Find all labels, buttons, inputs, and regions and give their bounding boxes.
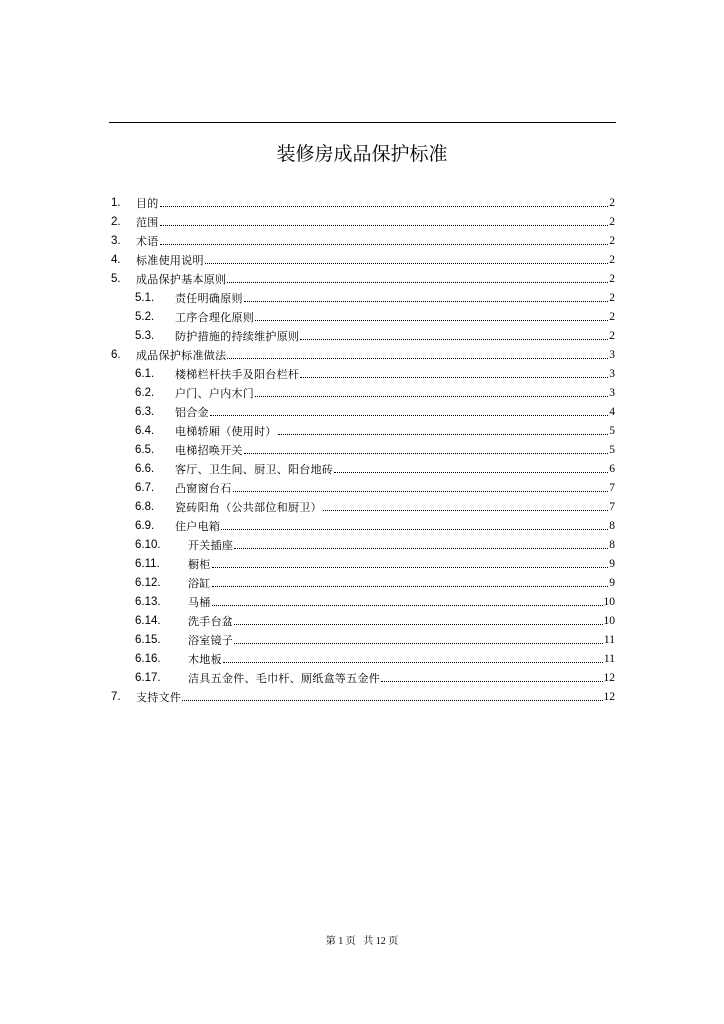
toc-entry-number: 6.5. (135, 444, 155, 456)
toc-dot-leader (223, 661, 603, 663)
toc-dot-leader (212, 585, 609, 587)
toc-entry-number: 2. (111, 216, 121, 228)
toc-entry-page: 3 (609, 387, 615, 399)
toc-dot-leader (227, 357, 608, 359)
toc-entry[interactable] (111, 666, 615, 685)
toc-entry-label[interactable]: 目的 (136, 197, 159, 210)
toc-entry-label[interactable]: 楼梯栏杆扶手及阳台栏杆 (175, 368, 300, 381)
toc-dot-leader (323, 509, 608, 511)
toc-entry-page: 9 (609, 577, 615, 589)
toc-entry-number: 6. (111, 349, 121, 361)
toc-dot-leader (234, 547, 608, 549)
toc-entry-number: 6.16. (135, 653, 161, 665)
toc-entry-label[interactable]: 木地板 (188, 653, 222, 666)
toc-entry[interactable] (111, 381, 615, 400)
toc-entry[interactable] (111, 248, 615, 267)
toc-entry[interactable] (111, 685, 615, 704)
toc-entry-page: 2 (609, 273, 615, 285)
toc-entry[interactable] (111, 267, 615, 286)
toc-entry-page: 9 (609, 558, 615, 570)
toc-entry[interactable] (111, 191, 615, 210)
toc-dot-leader (212, 604, 603, 606)
toc-entry-page: 7 (609, 501, 615, 513)
toc-entry-page: 5 (609, 444, 615, 456)
toc-dot-leader (234, 642, 603, 644)
toc-entry-number: 5. (111, 273, 121, 285)
toc-dot-leader (160, 205, 609, 207)
toc-entry-page: 2 (609, 216, 615, 228)
toc-entry-page: 7 (609, 482, 615, 494)
toc-dot-leader (160, 243, 609, 245)
toc-entry-label[interactable]: 浴室镜子 (188, 634, 234, 647)
header-rule (109, 122, 616, 123)
toc-entry-number: 6.8. (135, 501, 155, 513)
toc-entry-page: 12 (603, 672, 615, 684)
toc-entry-number: 6.14. (135, 615, 161, 627)
toc-entry-label[interactable]: 成品保护基本原则 (136, 273, 227, 286)
toc-entry[interactable] (111, 305, 615, 324)
toc-dot-leader (205, 262, 608, 264)
toc-entry-number: 1. (111, 197, 121, 209)
document-title: 装修房成品保护标准 (276, 143, 448, 165)
table-of-contents (111, 191, 615, 704)
toc-entry-number: 7. (111, 691, 121, 703)
toc-entry[interactable] (111, 571, 615, 590)
toc-entry-page: 5 (609, 425, 615, 437)
toc-entry[interactable] (111, 476, 615, 495)
toc-entry[interactable] (111, 533, 615, 552)
toc-entry[interactable] (111, 590, 615, 609)
toc-entry-number: 6.13. (135, 596, 161, 608)
toc-entry-label[interactable]: 电梯轿厢（使用时） (175, 425, 277, 438)
toc-entry-label[interactable]: 浴缸 (188, 577, 211, 590)
toc-entry-label[interactable]: 凸窗窗台石 (175, 482, 232, 495)
toc-entry[interactable] (111, 324, 615, 343)
toc-entry-number: 6.9. (135, 520, 155, 532)
toc-entry-page: 3 (609, 349, 615, 361)
toc-entry[interactable] (111, 552, 615, 571)
toc-entry-label[interactable]: 马桶 (188, 596, 211, 609)
toc-entry-label[interactable]: 洁具五金件、毛巾杆、厕纸盒等五金件 (188, 672, 381, 685)
toc-entry-page: 3 (609, 368, 615, 380)
toc-entry-number: 5.3. (135, 330, 155, 342)
toc-entry-page: 2 (609, 254, 615, 266)
toc-entry-label[interactable]: 范围 (136, 216, 159, 229)
toc-entry-label[interactable]: 术语 (136, 235, 159, 248)
toc-entry-number: 5.1. (135, 292, 155, 304)
toc-entry-label[interactable]: 成品保护标准做法 (136, 349, 227, 362)
toc-entry-page: 4 (609, 406, 615, 418)
toc-entry-number: 6.2. (135, 387, 155, 399)
toc-entry-page: 11 (603, 634, 615, 646)
toc-entry[interactable] (111, 438, 615, 457)
toc-dot-leader (255, 395, 608, 397)
toc-entry-number: 6.12. (135, 577, 161, 589)
toc-entry[interactable] (111, 457, 615, 476)
toc-entry-number: 6.11. (135, 558, 160, 570)
toc-entry-label[interactable]: 防护措施的持续维护原则 (175, 330, 300, 343)
toc-entry-label[interactable]: 支持文件 (136, 691, 182, 704)
toc-entry[interactable] (111, 286, 615, 305)
footer-page-number: 第 1 页 (325, 936, 356, 947)
toc-entry-label[interactable]: 开关插座 (188, 539, 234, 552)
toc-dot-leader (210, 414, 608, 416)
toc-entry-number: 6.6. (135, 463, 155, 475)
toc-entry-label[interactable]: 铝合金 (175, 406, 209, 419)
toc-entry-page: 2 (609, 292, 615, 304)
toc-dot-leader (334, 471, 608, 473)
toc-entry-page: 8 (609, 539, 615, 551)
footer-page-total: 共 12 页 (363, 936, 399, 947)
toc-entry-label[interactable]: 住户电箱 (175, 520, 221, 533)
toc-entry[interactable] (111, 362, 615, 381)
toc-dot-leader (221, 528, 608, 530)
toc-entry-page: 2 (609, 235, 615, 247)
toc-entry[interactable] (111, 210, 615, 229)
toc-dot-leader (381, 680, 602, 682)
toc-entry-page: 12 (603, 691, 615, 703)
toc-dot-leader (244, 300, 608, 302)
toc-entry-number: 6.1. (135, 368, 155, 380)
toc-entry-page: 6 (609, 463, 615, 475)
toc-entry[interactable] (111, 400, 615, 419)
toc-entry-number: 6.3. (135, 406, 155, 418)
toc-entry-label[interactable]: 电梯招唤开关 (175, 444, 243, 457)
toc-entry-number: 6.15. (135, 634, 161, 646)
toc-dot-leader (227, 281, 608, 283)
toc-entry[interactable] (111, 495, 615, 514)
toc-entry-number: 6.7. (135, 482, 155, 494)
toc-entry-page: 2 (609, 197, 615, 209)
toc-entry[interactable] (111, 647, 615, 666)
toc-entry-number: 5.2. (135, 311, 155, 323)
toc-dot-leader (233, 490, 609, 492)
toc-entry-page: 2 (609, 330, 615, 342)
toc-dot-leader (234, 623, 602, 625)
toc-entry-label[interactable]: 户门、户内木门 (175, 387, 255, 400)
toc-entry-label[interactable]: 责任明确原则 (175, 292, 243, 305)
toc-dot-leader (160, 224, 609, 226)
toc-dot-leader (212, 566, 609, 568)
toc-entry-page: 8 (609, 520, 615, 532)
toc-entry-number: 6.10. (135, 539, 161, 551)
toc-entry-page: 11 (603, 653, 615, 665)
toc-dot-leader (182, 699, 602, 701)
toc-entry[interactable] (111, 628, 615, 647)
toc-entry[interactable] (111, 343, 615, 362)
toc-entry-label[interactable]: 客厅、卫生间、厨卫、阳台地砖 (175, 463, 334, 476)
toc-dot-leader (255, 319, 608, 321)
toc-entry-label[interactable]: 标准使用说明 (136, 254, 204, 267)
toc-entry-number: 6.4. (135, 425, 155, 437)
toc-entry-page: 10 (603, 596, 615, 608)
toc-entry[interactable] (111, 419, 615, 438)
toc-entry-number: 4. (111, 254, 121, 266)
toc-entry-label[interactable]: 洗手台盆 (188, 615, 234, 628)
toc-entry-label[interactable]: 工序合理化原则 (175, 311, 255, 324)
toc-entry[interactable] (111, 514, 615, 533)
toc-entry-label[interactable]: 瓷砖阳角（公共部位和厨卫） (175, 501, 322, 514)
toc-entry-number: 3. (111, 235, 121, 247)
toc-entry-number: 6.17. (135, 672, 161, 684)
toc-entry[interactable] (111, 609, 615, 628)
toc-dot-leader (300, 338, 608, 340)
toc-dot-leader (278, 433, 609, 435)
toc-dot-leader (244, 452, 608, 454)
toc-entry-page: 2 (609, 311, 615, 323)
toc-entry-page: 10 (603, 615, 615, 627)
toc-entry[interactable] (111, 229, 615, 248)
toc-entry-label[interactable]: 橱柜 (188, 558, 211, 571)
toc-dot-leader (300, 376, 608, 378)
page-footer (0, 936, 724, 948)
